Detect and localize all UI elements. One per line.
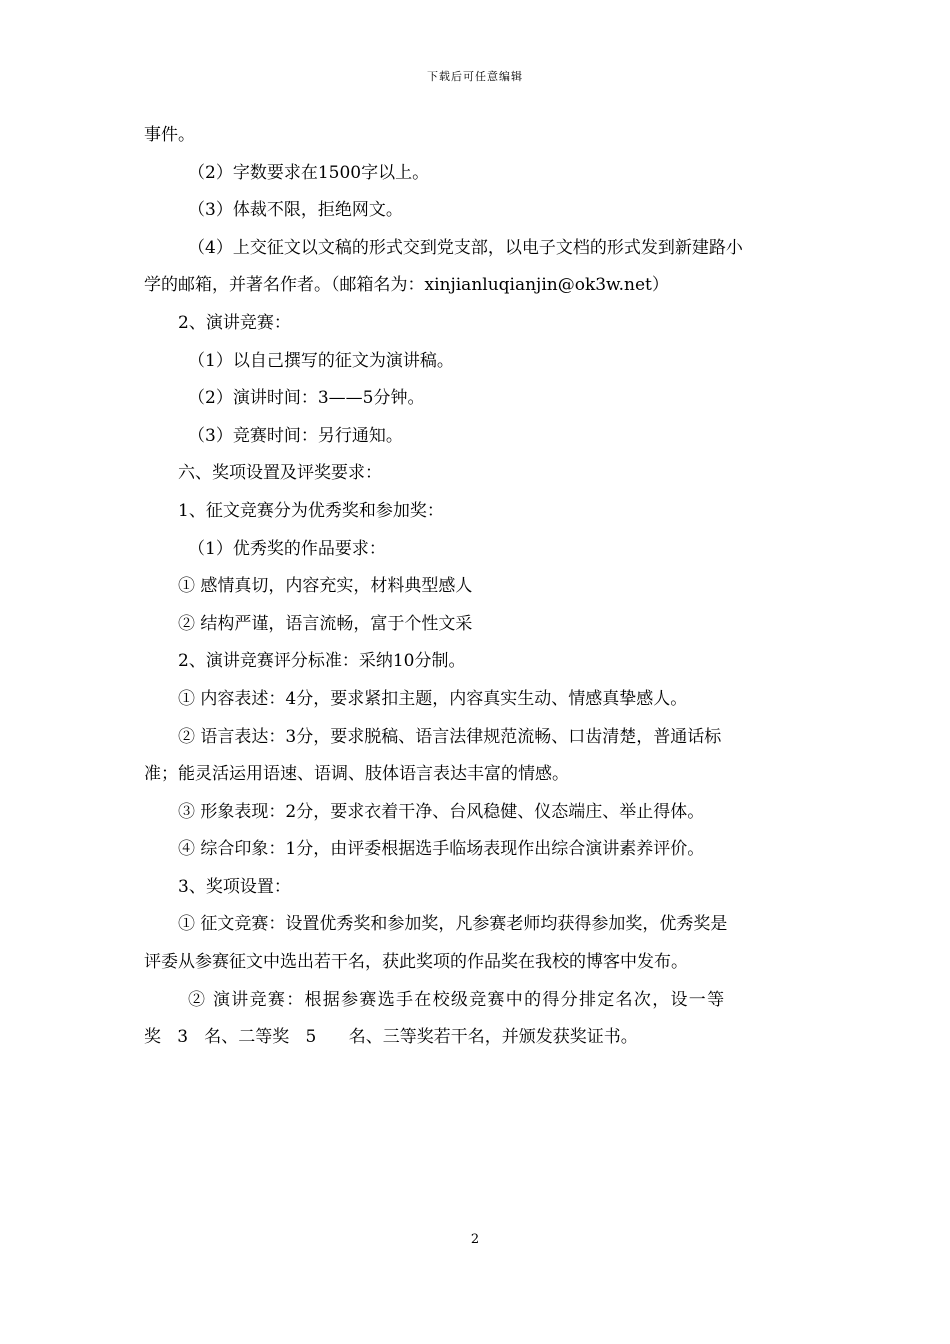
paragraph-line: 1、征文竞赛分为优秀奖和参加奖： (178, 500, 444, 521)
paragraph-line: ① 征文竞赛：设置优秀奖和参加奖，凡参赛老师均获得参加奖，优秀奖是 (178, 914, 728, 935)
page-header: 下载后可任意编辑 (427, 70, 523, 83)
paragraph-line: 2、演讲竞赛： (178, 312, 291, 333)
paragraph-line: ① 内容表述：4分，要求紧扣主题，内容真实生动、情感真挚感人。 (178, 688, 688, 709)
section-heading: 六、奖项设置及评奖要求： (178, 463, 382, 484)
paragraph-line: 3、奖项设置： (178, 876, 291, 897)
document-body (144, 117, 806, 1057)
paragraph-line: （2）字数要求在1500字以上。 (188, 162, 430, 183)
paragraph-line: （2）演讲时间：3——5分钟。 (188, 388, 425, 409)
paragraph-line: （1）以自己撰写的征文为演讲稿。 (188, 350, 454, 371)
paragraph-line: 学的邮箱，并著名作者。（邮箱名为：xinjianluqianjin@ok3w.net） (144, 275, 669, 296)
paragraph-line: ② 结构严谨，语言流畅，富于个性文采 (178, 613, 473, 634)
paragraph-line: （3）体裁不限，拒绝网文。 (188, 200, 403, 221)
paragraph-line: （4）上交征文以文稿的形式交到党支部，以电子文档的形式发到新建路小 (188, 237, 743, 258)
paragraph-line: 评委从参赛征文中选出若干名，获此奖项的作品奖在我校的博客中发布。 (144, 952, 688, 973)
paragraph-line: ④ 综合印象：1分，由评委根据选手临场表现作出综合演讲素养评价。 (178, 839, 705, 860)
page-number: 2 (470, 1232, 480, 1247)
paragraph-line: 奖 3 名、二等奖 5 名、三等奖若干名，并颁发获奖证书。 (144, 1027, 638, 1048)
paragraph-line: ② 演讲竞赛：根据参赛选手在校级竞赛中的得分排定名次，设一等 (188, 989, 726, 1010)
paragraph-line: ① 感情真切，内容充实，材料典型感人 (178, 576, 473, 597)
paragraph-line: ③ 形象表现：2分，要求衣着干净、台风稳健、仪态端庄、举止得体。 (178, 801, 705, 822)
paragraph-line: 准；能灵活运用语速、语调、肢体语言表达丰富的情感。 (144, 764, 569, 785)
paragraph-line: （1）优秀奖的作品要求： (188, 538, 386, 559)
paragraph-line: 事件。 (144, 125, 195, 145)
paragraph-line: （3）竞赛时间：另行通知。 (188, 425, 403, 446)
paragraph-line: ② 语言表达：3分，要求脱稿、语言法律规范流畅、口齿清楚，普通话标 (178, 726, 722, 747)
paragraph-line: 2、演讲竞赛评分标准：采纳10分制。 (178, 651, 466, 672)
